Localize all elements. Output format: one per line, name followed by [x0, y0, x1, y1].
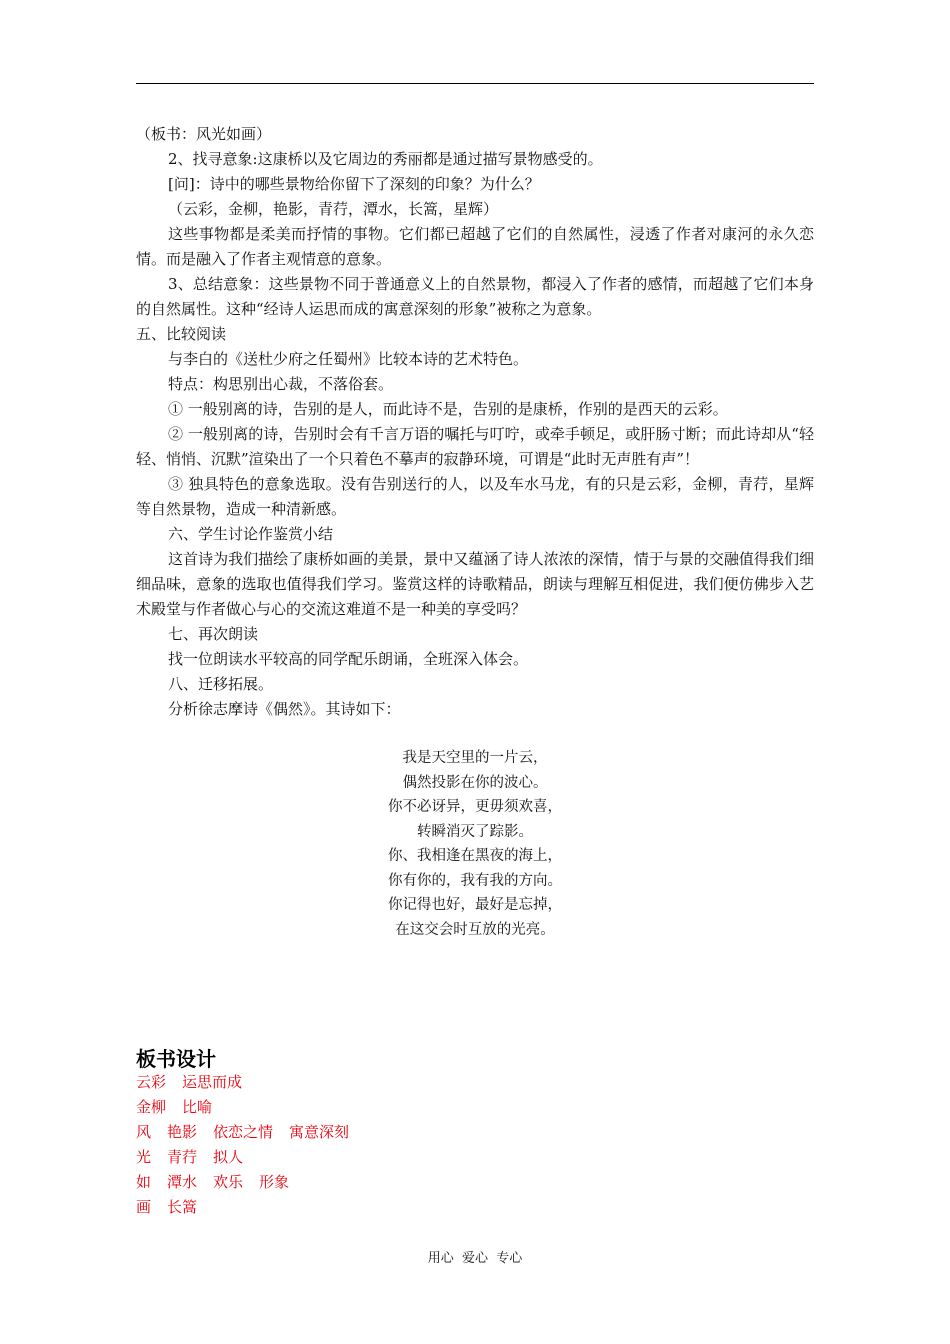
board-design-term: 依恋之情	[213, 1123, 274, 1141]
paragraph: 分析徐志摩诗《偶然》。其诗如下：	[168, 700, 401, 718]
board-design-row	[136, 1120, 349, 1145]
paragraph: 七、再次朗读	[168, 625, 259, 643]
board-design-term: 如	[136, 1173, 152, 1191]
paragraph: 3、总结意象：这些景物不同于普通意义上的自然景物，都浸入了作者的感情，而超越了它们本身的自然属性。这种“经诗人运思而成的寓意深刻的形象”被称之为意象。	[136, 275, 814, 318]
paragraph: 八、迁移拓展。	[168, 675, 274, 693]
board-design-term: 寓意深刻	[289, 1123, 350, 1141]
board-design-term: 欢乐	[213, 1173, 244, 1191]
paragraph: [问]：诗中的哪些景物给你留下了深刻的印象？为什么？	[168, 175, 540, 193]
poem-line: 在这交会时互放的光亮。	[395, 921, 555, 938]
poem-line: 偶然投影在你的波心。	[402, 774, 548, 791]
paragraph: 2、找寻意象:这康桥以及它周边的秀丽都是通过描写景物感受的。	[168, 150, 603, 168]
board-design-term: 光	[136, 1148, 152, 1166]
board-design-term: 风	[136, 1123, 152, 1141]
board-design-row	[136, 1195, 349, 1220]
paragraph: 与李白的《送杜少府之任蜀州》比较本诗的艺术特色。	[168, 350, 529, 368]
paragraph: ③ 独具特色的意象选取。没有告别送行的人，以及车水马龙，有的只是云彩，金柳，青荇，星辉等自然景物，造成一种清新感。	[136, 475, 814, 518]
board-design-row	[136, 1145, 349, 1170]
board-design-term: 拟人	[213, 1148, 244, 1166]
board-design-title: 板书设计	[136, 1047, 216, 1071]
board-design-term: 金柳	[136, 1098, 167, 1116]
board-design-term: 艳影	[167, 1123, 198, 1141]
paragraph: 这首诗为我们描绘了康桥如画的美景，景中又蕴涵了诗人浓浓的深情，情于与景的交融值得我们细细品味，意象的选取也值得我们学习。鉴赏这样的诗歌精品，朗读与理解互相促进，我们便仿佛步入艺术殿堂与作者做心与心的交流这难道不是一种美的享受吗？	[136, 550, 814, 618]
paragraph: 五、比较阅读	[136, 325, 227, 343]
lesson-body	[136, 122, 814, 722]
poem-line: 你不必讶异，更毋须欢喜，	[388, 799, 562, 815]
paragraph: （云彩，金柳，艳影，青荇，潭水，长篙，星辉）	[168, 200, 499, 218]
board-design-term: 青荇	[167, 1148, 198, 1166]
board-design	[136, 1070, 349, 1220]
paragraph: （板书：风光如画）	[136, 125, 272, 143]
board-design-term: 运思而成	[182, 1073, 243, 1091]
board-design-row	[136, 1070, 349, 1095]
poem-line: 我是天空里的一片云，	[402, 750, 548, 766]
poem-line: 你记得也好，最好是忘掉，	[388, 897, 562, 913]
paragraph: 六、学生讨论作鉴赏小结	[168, 525, 334, 543]
header-rule	[136, 83, 814, 84]
board-design-row	[136, 1095, 349, 1120]
paragraph: ② 一般别离的诗，告别时会有千言万语的嘱托与叮咛，或牵手顿足，或肝肠寸断；而此诗却从“轻轻、悄悄、沉默”渲染出了一个只着色不摹声的寂静环境，可谓是“此时无声胜有声”！	[136, 425, 814, 468]
board-design-term: 云彩	[136, 1073, 167, 1091]
paragraph: 这些事物都是柔美而抒情的事物。它们都已超越了它们的自然属性，浸透了作者对康河的永久恋情。而是融入了作者主观情意的意象。	[136, 225, 814, 268]
paragraph: 找一位朗读水平较高的同学配乐朗诵，全班深入体会。	[168, 650, 529, 668]
board-design-term: 比喻	[182, 1098, 213, 1116]
paragraph: 特点：构思别出心裁，不落俗套。	[168, 375, 394, 393]
page-footer: 用心 爱心 专心	[427, 1251, 523, 1266]
poem-line: 你、我相逢在黑夜的海上，	[388, 848, 562, 864]
poem-line: 你有你的，我有我的方向。	[388, 872, 562, 889]
board-design-term: 画	[136, 1198, 152, 1216]
poem-line: 转瞬消灭了踪影。	[417, 823, 533, 840]
board-design-term: 形象	[259, 1173, 290, 1191]
poem-ouran	[136, 746, 814, 942]
board-design-term: 潭水	[167, 1173, 198, 1191]
board-design-term: 长篙	[167, 1198, 198, 1216]
board-design-row	[136, 1170, 349, 1195]
paragraph: ① 一般别离的诗，告别的是人，而此诗不是，告别的是康桥，作别的是西天的云彩。	[168, 400, 728, 418]
